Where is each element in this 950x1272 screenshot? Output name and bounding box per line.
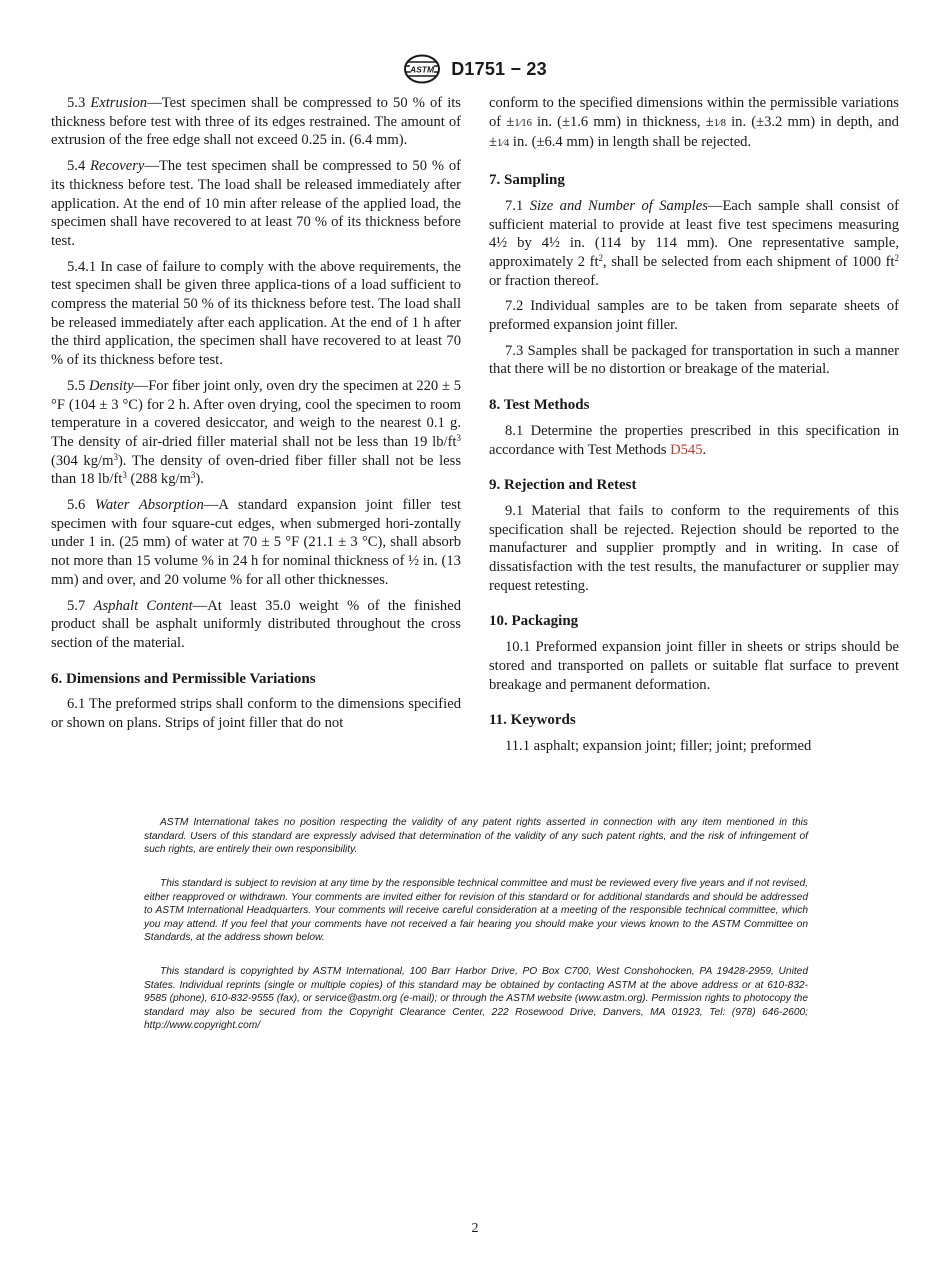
page-number: 2 <box>471 1221 479 1236</box>
revision-notice: This standard is subject to revision at any time by the responsible technical committee and must be reviewed every five years and if not revised, either reapproved or withdrawn. Your comments are invited either for revision of this standard or for additional standards and should be addressed to ASTM International Headquarters. Your comments will receive careful consideration at a meeting of the responsible technical committee, which you may attend. If you feel that your comments have not received a fair hearing you should make your views known to the ASTM Committee on Standards, at the address shown below. <box>144 878 808 944</box>
section-5-5: 5.5 Density—For fiber joint only, oven dry the specimen at 220 ± 5 °F (104 ± 3 °C) for 2 h. After oven drying, cool the specimen to room temperature in a covered desiccator, and weigh to the nearest 0.1 g. The density of air-dried filler material shall not be less than 19 $lb/ft^3$ (304 $kg/m^3$). The density of oven-dried fiber filler shall not be less than 18 $lb/ft^3$ (288 $kg/m^3$). <box>51 377 461 488</box>
heading-8: 8. Test Methods <box>489 397 590 414</box>
left-column <box>51 94 461 740</box>
designation: D1751 − 23 <box>451 58 547 79</box>
heading-10: 10. Packaging <box>489 613 579 630</box>
d545-link[interactable]: D545 <box>670 441 703 458</box>
section-5-6: 5.6 Water Absorption—A standard expansion joint filler test specimen with four square-cut edges, when submerged hori-zontally under 1 in. (25 mm) of water at 70 ± 5 °F (21.1 ± 3 °C), shall absorb not more than 15 volume % in 24 h for nominal thickness of ½ in. (13 mm) and over, and 20 volume % for all other thicknesses. <box>51 497 462 588</box>
patent-notice: ASTM International takes no position respecting the validity of any patent rights asserted in connection with any item mentioned in this standard. Users of this standard are expressly advised that determination of the validity of any such patent rights, and the risk of infringement of such rights, are entirely their own responsibility. <box>144 817 808 856</box>
copyright-notice: This standard is copyrighted by ASTM International, 100 Barr Harbor Drive, PO Box C700, West Conshohocken, PA 19428-2959, United States. Individual reprints (single or multiple copies) of this standard may be obtained by contacting ASTM at the above address or at 610-832-9585 (phone), 610-832-9555 (fax), or service@astm.org (e-mail); or through the ASTM website (www.astm.org). Permission rights to photocopy the standard may also be secured from the Copyright Clearance Center, 222 Rosewood Drive, Danvers, MA 01923, Tel: (978) 646-2600; http://www.copyright.com/ <box>144 966 808 1032</box>
section-8-1: 8.1 Determine the properties prescribed in this specification in accordance with Test Methods D545. <box>489 422 899 458</box>
section-7-3: 7.3 Samples shall be packaged for transportation in such a manner that there will be no distortion or breakage of the material. <box>489 342 899 378</box>
section-6-1-continued: conform to the specified dimensions within the permissible variations of ±1⁄16 in. (±1.6 mm) in thickness, ±1⁄8 in. (±3.2 mm) in depth, and ±1⁄4 in. (±6.4 mm) in length shall be rejected. <box>489 95 899 151</box>
right-column <box>489 94 899 763</box>
section-11-1: 11.1 asphalt; expansion joint; filler; joint; preformed <box>505 737 812 754</box>
heading-6: 6. Dimensions and Permissible Variations <box>51 670 316 687</box>
heading-11: 11. Keywords <box>489 712 576 729</box>
section-5-7: 5.7 Asphalt Content—At least 35.0 weight % of the finished product shall be asphalt uniformly distributed throughout the cross section of the material. <box>51 597 461 651</box>
section-7-1: 7.1 Size and Number of Samples—Each sample shall consist of sufficient material to provide at least five test specimens measuring 4½ by 4½ in. (114 by 114 mm). One representative sample, approximately 2 $ft^2$, shall be selected from each shipment of 1000 $ft^2$ or fraction thereof. <box>489 197 900 289</box>
astm-logo-icon <box>403 54 441 84</box>
svg-text:ASTM: ASTM <box>410 64 435 75</box>
section-6-1: 6.1 The preformed strips shall conform to the dimensions specified or shown on plans. Strips of joint filler that do not <box>51 696 461 732</box>
heading-9: 9. Rejection and Retest <box>489 477 637 494</box>
page-header <box>0 54 950 84</box>
heading-7: 7. Sampling <box>489 172 565 189</box>
section-5-4-1: 5.4.1 In case of failure to comply with the above requirements, the test specimen shall be given three applica-tions of a load sufficient to compress the material 50 % of its thickness before test. The load shall be released immediately after each application. At the end of 1 h after the third application, the specimen shall have recovered to at least 70 % of its thickness before test. <box>51 258 461 369</box>
section-5-4: 5.4 Recovery—The test specimen shall be compressed to 50 % of its thickness before test. The load shall be released immediately after application. At the end of 10 min after release of the applied load, the specimen shall have recovered to at least 70 % of its thickness before test. <box>51 158 462 249</box>
section-10-1: 10.1 Preformed expansion joint filler in sheets or strips should be stored and transported on pallets or suitable flat surface to prevent breakage and permanent deformation. <box>489 639 899 693</box>
section-9-1: 9.1 Material that fails to conform to the requirements of this specification shall be rejected. Rejection should be reported to the manufacturer and supplier promptly and in writing. In case of dissatisfaction with the test results, the manufacturer or supplier may request retesting. <box>489 502 899 594</box>
section-5-3: 5.3 Extrusion—Test specimen shall be compressed to 50 % of its thickness before test with three of its edges restrained. The amount of extrusion of the free edge shall not exceed 0.25 in. (6.4 mm). <box>51 95 461 149</box>
section-7-2: 7.2 Individual samples are to be taken from separate sheets of preformed expansion joint filler. <box>489 298 899 334</box>
